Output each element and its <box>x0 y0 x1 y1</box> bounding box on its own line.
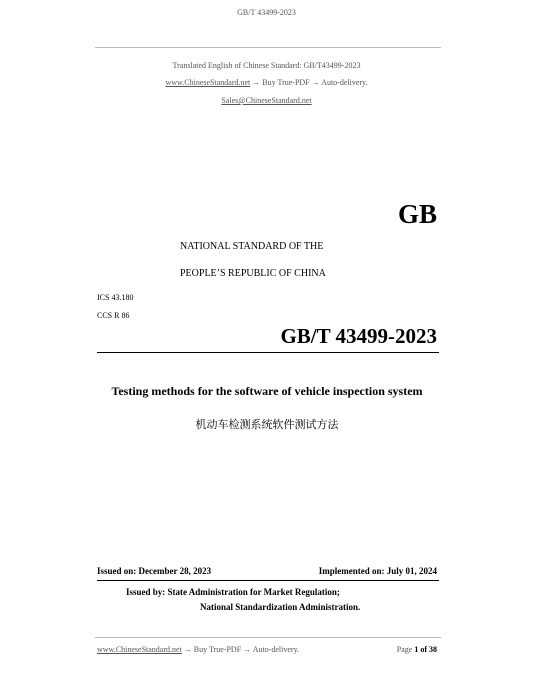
header-rule <box>95 47 441 48</box>
buy-line <box>0 78 533 87</box>
of-label: of <box>420 645 427 654</box>
implemented-date: Implemented on: July 01, 2024 <box>318 566 437 576</box>
footer-buy-line <box>97 645 299 654</box>
standard-number: GB/T 43499-2023 <box>280 324 437 348</box>
footer-site-link[interactable]: www.ChineseStandard.net <box>97 645 182 654</box>
issue-rule <box>97 580 439 581</box>
translation-notice: Translated English of Chinese Standard: GB/T43499-2023 <box>172 61 361 70</box>
title-chinese: 机动车检测系统软件测试方法 <box>195 419 339 431</box>
page-indicator <box>397 645 437 654</box>
page-number: 1 <box>414 645 419 654</box>
national-standard-line1: NATIONAL STANDARD OF THE <box>180 241 324 252</box>
ccs-code: CCS R 86 <box>97 311 130 320</box>
footer-rule <box>95 637 441 638</box>
issued-date: Issued on: December 28, 2023 <box>97 566 212 576</box>
footer-buy-text: → Buy True-PDF → Auto-delivery. <box>181 645 300 654</box>
sales-line <box>0 96 533 105</box>
gb-mark: GB <box>397 199 437 229</box>
page-label: Page <box>396 645 413 654</box>
sales-email-link[interactable]: Sales@ChineseStandard.net <box>221 96 312 105</box>
issuer-line2: National Standardization Administration. <box>200 602 361 612</box>
buy-text: → Buy True-PDF → Auto-delivery. <box>250 78 368 87</box>
issuer-line1: Issued by: State Administration for Market Regulation; <box>126 587 340 597</box>
page-total: 38 <box>429 645 437 654</box>
ics-code: ICS 43.180 <box>97 293 134 302</box>
title-english: Testing methods for the software of vehicle inspection system <box>111 384 423 398</box>
header-standard-code: GB/T 43499-2023 <box>237 8 296 17</box>
standard-number-rule <box>97 352 439 353</box>
site-link[interactable]: www.ChineseStandard.net <box>165 78 251 87</box>
national-standard-line2: PEOPLE’S REPUBLIC OF CHINA <box>180 268 326 279</box>
